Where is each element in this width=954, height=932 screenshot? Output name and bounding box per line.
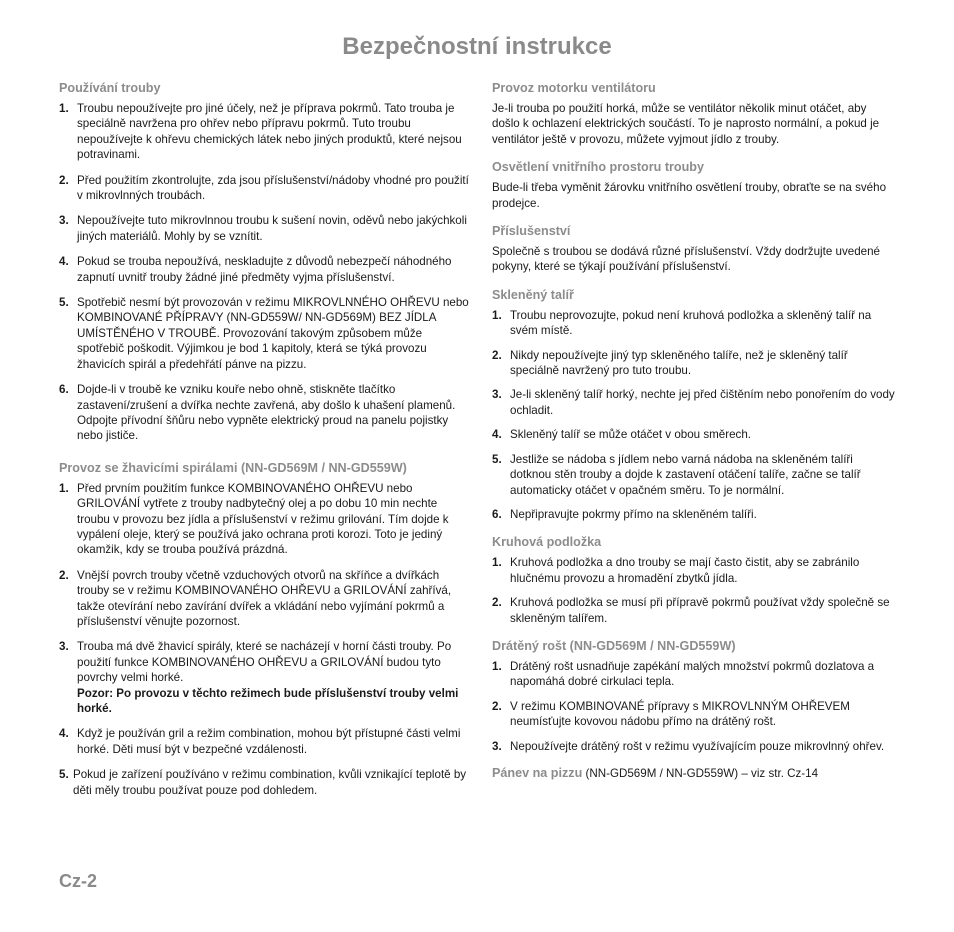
section-title: Provoz motorku ventilátoru xyxy=(492,81,656,95)
item-text: Pokud se trouba nepoužívá, neskladujte z důvodů nebezpečí náhodného zapnutí uvnitř trouby žádné jiné předměty vyjma příslušenství. xyxy=(77,255,452,284)
list-item xyxy=(59,767,471,798)
item-text: Spotřebič nesmí být provozován v režimu MIKROVLNNÉHO OHŘEVU nebo KOMBINOVANÉ PŘÍPRAVY (NN-GD559W/ NN-GD569M) BEZ JÍDLA UMÍSTĚNÉHO V TROUBĚ. Provozování takovým způsobem může spotřebič poškodit. Výjimkou je bod 1 kapitoly, která se týká provozu žhavicích spirál a předehřátí pánve na pizzu. xyxy=(77,296,469,371)
item-number: 6. xyxy=(59,383,69,397)
list-item xyxy=(492,387,897,418)
item-text: Vnější povrch trouby včetně vzduchových otvorů na skříňce a dvířkách trouby se v režimu KOMBINOVANÉHO OHŘEVU a GRILOVÁNÍ zahřívá, takže otevírání nebo zavírání dvířek a vkládání nebo vyjímání pokrmů a příslušenství věnujte pozornost. xyxy=(77,568,452,628)
item-text: Před prvním použitím funkce KOMBINOVANÉHO OHŘEVU nebo GRILOVÁNÍ vytřete z trouby nadbytečný olej a po dobu 10 min nechte troubu v provozu bez jídla a příslušenství v režimu grilování. Tím dojde k vypálení oleje, který se používá jako ochrana proti korozi. Toto je jediný okamžik, kdy se trouba používá prázdná. xyxy=(77,481,449,557)
list-item xyxy=(492,452,897,498)
item-text: Dojde-li v troubě ke vzniku kouře nebo ohně, stiskněte tlačítko zastavení/zrušení a dvířka nechte zavřená, aby došlo k uhašení plamenů. xyxy=(77,383,456,412)
item-text-group xyxy=(77,382,471,444)
item-text: V režimu KOMBINOVANÉ přípravy s MIKROVLNNÝM OHŘEVEM neumísťujte kovovou nádobu přímo na drátěný rošt. xyxy=(510,699,850,729)
item-text: Troubu neprovozujte, pokud není kruhová podložka a skleněný talíř na svém místě. xyxy=(510,308,872,338)
section-use xyxy=(59,80,471,444)
item-number: 2. xyxy=(492,348,502,362)
section-title: Drátěný rošt (NN-GD569M / NN-GD559W) xyxy=(492,638,736,653)
item-number: 3. xyxy=(492,388,502,402)
item-text: Nikdy nepoužívejte jiný typ skleněného talíře, než je skleněný talíř speciálně navržený pro tuto troubu. xyxy=(510,348,848,378)
right-column xyxy=(492,80,897,781)
item-text: Když je používán gril a režim combination, mohou být přístupné části velmi horké. Děti musí být v bezpečné vzdálenosti. xyxy=(77,727,461,756)
item-number: 2. xyxy=(492,596,502,610)
item-number: 6. xyxy=(492,507,502,521)
section-title: Skleněný talíř xyxy=(492,287,574,302)
section-grill xyxy=(59,460,471,798)
list-item xyxy=(492,507,897,522)
item-text: Kruhová podložka se musí při přípravě pokrmů používat vždy společně se skleněným talířem. xyxy=(510,596,890,625)
list-item xyxy=(59,568,471,630)
item-text: Nepoužívejte tuto mikrovlnnou troubu k sušení novin, oděvů nebo jakýchkoli jiných materiálů. Mohly by se vznítit. xyxy=(77,214,467,243)
section-light xyxy=(492,159,897,211)
list-item xyxy=(59,726,471,757)
page-number: Cz-2 xyxy=(59,871,98,891)
item-number: 1. xyxy=(59,102,69,115)
item-text: Pokud je zařízení používáno v režimu combination, kvůli vznikající teplotě by děti měly troubu používat pouze pod dohledem. xyxy=(73,768,467,797)
item-number: 3. xyxy=(59,640,69,654)
item-number: 1. xyxy=(492,308,502,322)
section-text: Bude-li třeba vyměnit žárovku vnitřního osvětlení trouby, obraťte se na svého prodejce. xyxy=(492,181,887,210)
item-text: Před použitím zkontrolujte, zda jsou příslušenství/nádoby vhodné pro použití v mikrovlnných troubách. xyxy=(77,173,469,203)
section-title: Používání trouby xyxy=(59,81,161,95)
list-item xyxy=(492,595,897,626)
item-number: 1. xyxy=(492,556,502,570)
item-text: Skleněný talíř se může otáčet v obou směrech. xyxy=(510,428,752,442)
item-number: 1. xyxy=(492,659,502,673)
item-text-continued: Odpojte přívodní šňůru nebo vypněte elektrický proud na panelu pojistky nebo jističe. xyxy=(77,413,449,443)
list-item xyxy=(59,213,471,244)
section-text: Společně s troubou se dodává různé příslušenství. Vždy dodržujte uvedené pokyny, které se týkají používání příslušenství. xyxy=(492,245,880,274)
list-item xyxy=(59,481,471,558)
list-item xyxy=(492,699,897,730)
list-item xyxy=(492,659,897,690)
section-title: Příslušenství xyxy=(492,224,571,239)
section-wire-rack xyxy=(492,638,897,754)
item-number: 5. xyxy=(492,452,502,466)
section-title: Provoz se žhavicími spirálami (NN-GD569M / NN-GD559W) xyxy=(59,460,407,475)
item-text: Kruhová podložka a dno trouby se mají často čistit, aby se zabránilo hlučnému provozu a hromadění zbytků jídla. xyxy=(510,556,860,585)
list-item xyxy=(59,295,471,372)
list-item xyxy=(59,173,471,204)
list-item xyxy=(492,308,897,339)
item-text: Trouba má dvě žhavicí spirály, které se nacházejí v horní části trouby. Po použití funkce KOMBINOVANÉHO OHŘEVU a GRILOVÁNÍ budou tyto povrchy velmi horké. xyxy=(77,640,452,685)
list-item xyxy=(492,555,897,586)
section-title: Osvětlení vnitřního prostoru trouby xyxy=(492,160,705,175)
page-title: Bezpečnostní instrukce xyxy=(342,33,612,60)
item-number: 4. xyxy=(492,428,502,442)
list-item xyxy=(59,254,471,285)
item-text: Drátěný rošt usnadňuje zapékání malých množství pokrmů dozlatova a napomáhá dobré cirkulaci tepla. xyxy=(510,659,875,689)
item-number: 3. xyxy=(59,214,69,228)
list-item xyxy=(492,427,897,442)
item-number: 2. xyxy=(59,173,69,187)
item-number: 4. xyxy=(59,727,69,741)
section-fan xyxy=(492,80,897,147)
warning-text: Pozor: Po provozu v těchto režimech bude příslušenství trouby velmi horké. xyxy=(77,686,459,715)
item-number: 5. xyxy=(59,296,69,310)
list-item xyxy=(492,739,897,754)
item-text: Jestliže se nádoba s jídlem nebo varná nádoba na skleněném talíři dotknou stěn trouby a dojde k zastavení otáčení talíře, začne se talíř automaticky otáčet v opačném směru. To je normální. xyxy=(510,452,861,497)
section-text: Je-li trouba po použití horká, může se ventilátor několik minut otáčet, aby došlo k ochlazení elektrických součástí. To je naprosto normální, a pokud je ventilátor ještě v provozu, můžete vyjmout jídlo z trouby. xyxy=(492,102,880,146)
item-number: 3. xyxy=(492,739,502,753)
item-number: 2. xyxy=(59,568,69,582)
left-column xyxy=(59,80,471,798)
item-text-group xyxy=(77,639,471,716)
item-number: 1. xyxy=(59,481,69,495)
list-item xyxy=(492,348,897,379)
section-title: Kruhová podložka xyxy=(492,535,602,550)
section-glass-tray xyxy=(492,287,897,522)
list-item xyxy=(59,639,471,716)
list-item xyxy=(59,382,471,444)
section-text: (NN-GD569M / NN-GD559W) – viz str. Cz-14 xyxy=(582,766,819,780)
item-text: Nepoužívejte drátěný rošt v režimu využívajícím pouze mikrovlnný ohřev. xyxy=(510,739,885,753)
item-text: Je-li skleněný talíř horký, nechte jej před čištěním nebo ponořením do vody ochladit. xyxy=(510,388,895,417)
list-item xyxy=(59,101,471,163)
section-accessories xyxy=(492,223,897,275)
item-text: Nepřipravujte pokrmy přímo na skleněném talíři. xyxy=(510,507,757,521)
item-number: 5. xyxy=(59,768,69,782)
section-roller-ring xyxy=(492,534,897,626)
item-number: 4. xyxy=(59,255,69,269)
section-pizza-pan xyxy=(492,766,897,781)
item-number: 2. xyxy=(492,699,502,713)
section-title: Pánev na pizzu xyxy=(492,765,583,780)
item-text: Troubu nepoužívejte pro jiné účely, než je příprava pokrmů. Tato trouba je speciálně navržena pro ohřev nebo přípravu pokrmů. Tuto troubu nepoužívejte k ohřevu chemických látek nebo jiných produktů, které nejsou potravinami. xyxy=(77,102,462,162)
